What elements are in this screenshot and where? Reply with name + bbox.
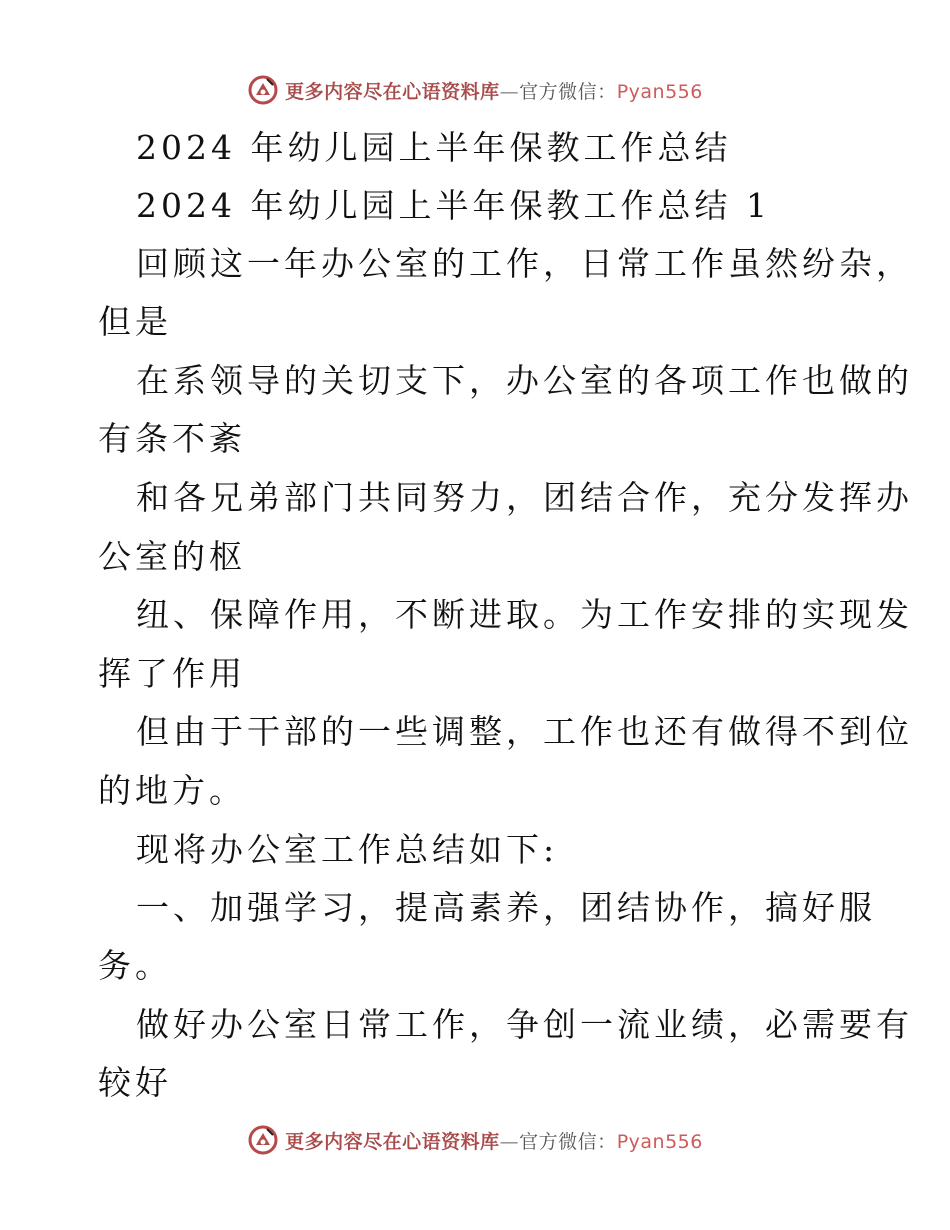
paragraph-line: 做好办公室日常工作，争创一流业绩，必需要有 <box>136 1005 913 1044</box>
paragraph-line: 公室的枢 <box>98 537 246 576</box>
paragraph-line: 有条不紊 <box>98 419 246 458</box>
paragraph-line: 和各兄弟部门共同努力，团结合作，充分发挥办 <box>136 478 913 517</box>
banner-wechat-label: 官方微信： <box>519 1130 617 1153</box>
paragraph-line: 一、加强学习，提高素养，团结协作，搞好服 <box>136 888 876 927</box>
paragraph-line: 在系领导的关切支下，办公室的各项工作也做的 <box>136 361 913 400</box>
section-heading: 2024 年幼儿园上半年保教工作总结 1 <box>136 186 771 225</box>
paragraph-line: 较好 <box>98 1063 172 1102</box>
paragraph-line: 挥了作用 <box>98 654 246 693</box>
banner-site-name: 更多内容尽在心语资料库 <box>285 1130 500 1153</box>
paragraph-line: 但是 <box>98 302 172 341</box>
paragraph-line: 务。 <box>98 946 172 985</box>
banner-wechat-id: Pyan556 <box>616 80 703 103</box>
banner-site-name: 更多内容尽在心语资料库 <box>285 80 500 103</box>
banner-separator: — <box>499 80 520 103</box>
footer-banner <box>0 1120 950 1160</box>
banner-separator: — <box>499 1130 520 1153</box>
brand-logo-icon <box>247 1124 279 1156</box>
paragraph-line: 现将办公室工作总结如下: <box>136 830 559 869</box>
document-title: 2024 年幼儿园上半年保教工作总结 <box>136 128 732 167</box>
paragraph-line: 但由于干部的一些调整，工作也还有做得不到位 <box>136 712 913 751</box>
banner-wechat-label: 官方微信： <box>519 80 617 103</box>
paragraph-line: 回顾这一年办公室的工作，日常工作虽然纷杂， <box>136 244 913 283</box>
banner-text <box>285 1127 703 1154</box>
paragraph-line: 纽、保障作用，不断进取。为工作安排的实现发 <box>136 595 913 634</box>
banner-wechat-id: Pyan556 <box>616 1130 703 1153</box>
paragraph-line: 的地方。 <box>98 771 246 810</box>
